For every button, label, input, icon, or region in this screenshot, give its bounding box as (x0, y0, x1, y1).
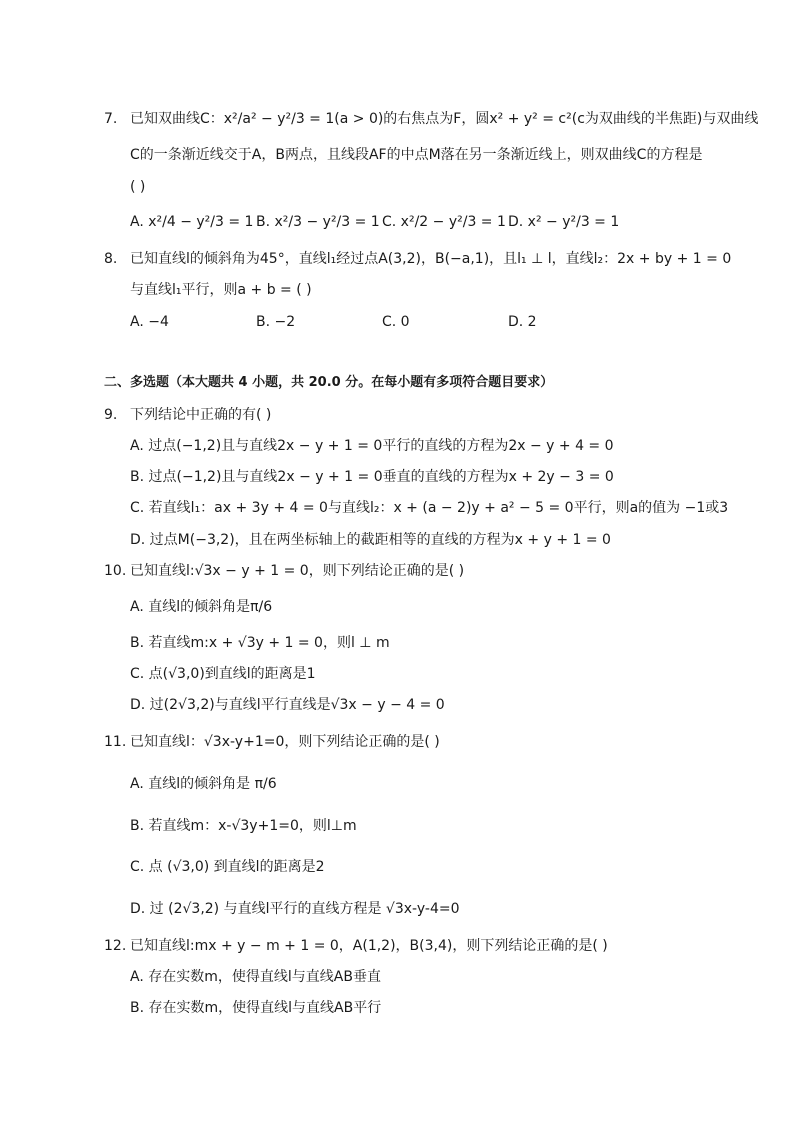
question-9-option-c: C. 若直线l₁：ax + 3y + 4 = 0与直线l₂：x + (a − 2)y + a² − 5 = 0平行，则a的值为 −1或3 (130, 500, 729, 516)
question-9-number: 9. (104, 407, 118, 423)
section-header-multiple-choice: 二、多选题（本大题共 4 小题，共 20.0 分。在每小题有多项符合题目要求） (104, 375, 554, 390)
question-9-option-b: B. 过点(−1,2)且与直线2x − y + 1 = 0垂直的直线的方程为x + 2y − 3 = 0 (130, 469, 614, 485)
question-11-line-1: 已知直线l：√3x-y+1=0，则下列结论正确的是( ) (130, 734, 440, 750)
question-11-option-b: B. 若直线m：x-√3y+1=0，则l⊥m (130, 818, 357, 834)
question-10-number: 10. (104, 563, 127, 579)
question-10-option-a: A. 直线l的倾斜角是π/6 (130, 599, 273, 615)
question-11-option-a: A. 直线l的倾斜角是 π/6 (130, 776, 277, 792)
question-11-number: 11. (104, 734, 127, 750)
question-12-option-b: B. 存在实数m，使得直线l与直线AB平行 (130, 1000, 382, 1016)
question-7-option-b: B. x²/3 − y²/3 = 1 (256, 214, 380, 230)
question-9-option-d: D. 过点M(−3,2)，且在两坐标轴上的截距相等的直线的方程为x + y + 1 = 0 (130, 532, 611, 548)
question-7-option-a: A. x²/4 − y²/3 = 1 (130, 214, 254, 230)
question-11-option-d: D. 过 (2√3,2) 与直线l平行的直线方程是 √3x-y-4=0 (130, 901, 460, 917)
question-12-option-a: A. 存在实数m，使得直线l与直线AB垂直 (130, 969, 381, 985)
question-7-line-3: ( ) (130, 179, 146, 195)
question-10-option-b: B. 若直线m:x + √3y + 1 = 0，则l ⊥ m (130, 635, 390, 651)
question-8-option-c: C. 0 (382, 314, 410, 330)
question-8-line-2: 与直线l₁平行，则a + b = ( ) (130, 282, 312, 298)
question-8-number: 8. (104, 251, 118, 267)
question-9-line-1: 下列结论中正确的有( ) (130, 407, 272, 423)
question-10-option-c: C. 点(√3,0)到直线l的距离是1 (130, 666, 316, 682)
question-11-option-c: C. 点 (√3,0) 到直线l的距离是2 (130, 859, 325, 875)
question-7-option-d: D. x² − y²/3 = 1 (508, 214, 620, 230)
question-7-option-c: C. x²/2 − y²/3 = 1 (382, 214, 506, 230)
question-7-number: 7. (104, 111, 118, 127)
question-10-option-d: D. 过(2√3,2)与直线l平行直线是√3x − y − 4 = 0 (130, 697, 445, 713)
question-8-option-b: B. −2 (256, 314, 296, 330)
question-12-line-1: 已知直线l:mx + y − m + 1 = 0，A(1,2)，B(3,4)，则下列结论正确的是( ) (130, 938, 608, 954)
question-12-number: 12. (104, 938, 127, 954)
question-8-line-1: 已知直线l的倾斜角为45°，直线l₁经过点A(3,2)，B(−a,1)，且l₁ ⊥ l，直线l₂：2x + by + 1 = 0 (130, 251, 732, 267)
question-7-line-1: 已知双曲线C：x²/a² − y²/3 = 1(a > 0)的右焦点为F，圆x² + y² = c²(c为双曲线的半焦距)与双曲线 (130, 111, 759, 127)
question-8-option-d: D. 2 (508, 314, 537, 330)
question-8-option-a: A. −4 (130, 314, 169, 330)
question-7-line-2: C的一条渐近线交于A，B两点，且线段AF的中点M落在另一条渐近线上，则双曲线C的方程是 (130, 147, 703, 163)
question-10-line-1: 已知直线l:√3x − y + 1 = 0，则下列结论正确的是( ) (130, 563, 465, 579)
question-9-option-a: A. 过点(−1,2)且与直线2x − y + 1 = 0平行的直线的方程为2x − y + 4 = 0 (130, 438, 614, 454)
